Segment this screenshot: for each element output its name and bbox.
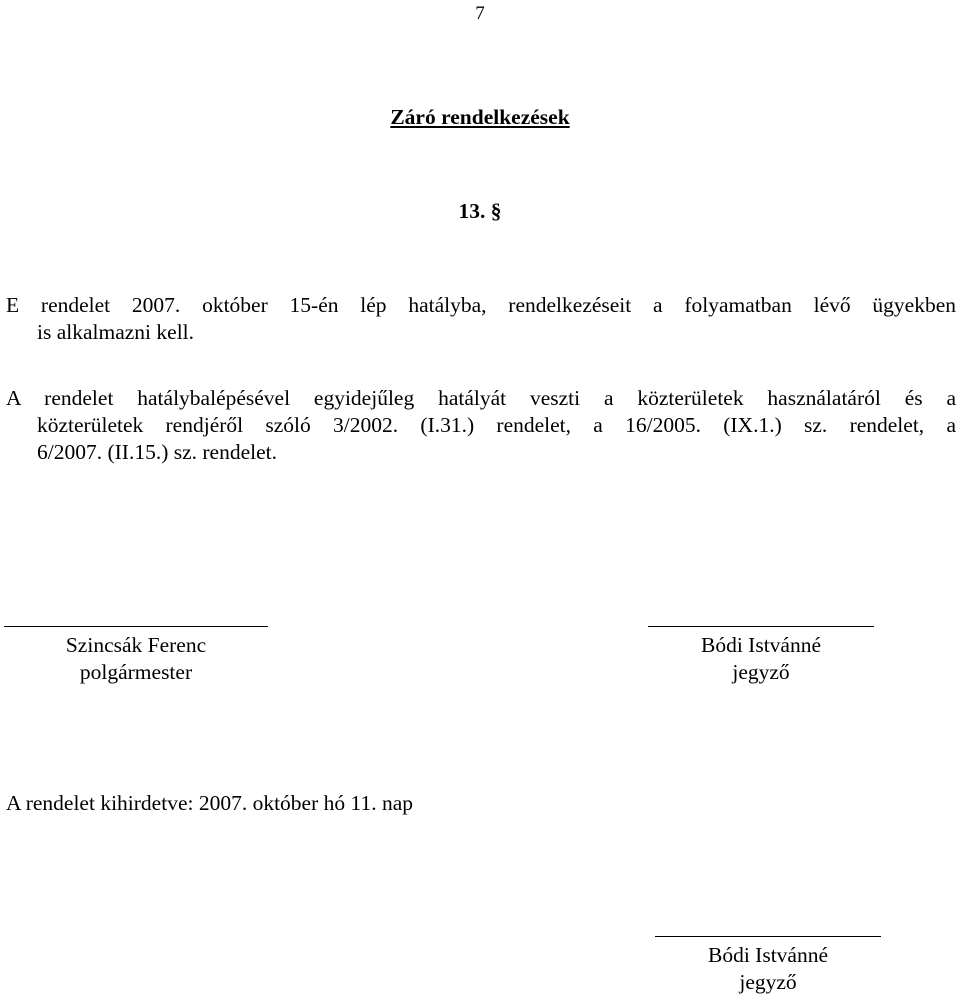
signature-line bbox=[648, 604, 874, 627]
section-number: 13. § bbox=[458, 199, 502, 223]
signature-block-notary bbox=[648, 604, 874, 686]
signature-line bbox=[4, 604, 268, 627]
section-title: Záró rendelkezések bbox=[390, 105, 570, 129]
signatory-role: jegyző bbox=[739, 970, 797, 994]
paragraph-line: is alkalmazni kell. bbox=[37, 320, 195, 344]
paragraph-repeal bbox=[6, 385, 956, 466]
page-number: 7 bbox=[475, 3, 485, 24]
paragraph-line: A rendelet hatálybalépésével egyidejűleg hatályát veszti a közterületek használatáról és a bbox=[6, 386, 956, 410]
paragraph-effective-date bbox=[6, 292, 956, 346]
signature-block-mayor bbox=[4, 604, 268, 686]
paragraph-line: E rendelet 2007. október 15-én lép hatályba, rendelkezéseit a folyamatban lévő ügyekben bbox=[6, 293, 956, 317]
signatory-name: Szincsák Ferenc bbox=[65, 633, 207, 657]
signature-block-final bbox=[655, 914, 881, 996]
paragraph-line: 6/2007. (II.15.) sz. rendelet. bbox=[37, 440, 278, 464]
signatory-name: Bódi Istvánné bbox=[707, 943, 829, 967]
signatory-name: Bódi Istvánné bbox=[700, 633, 822, 657]
paragraph-line: közterületek rendjéről szóló 3/2002. (I.31.) rendelet, a 16/2005. (IX.1.) sz. rendelet, a bbox=[37, 413, 956, 437]
signatory-role: polgármester bbox=[79, 660, 193, 684]
signatory-role: jegyző bbox=[732, 660, 790, 684]
signature-line bbox=[655, 914, 881, 937]
announcement-date: A rendelet kihirdetve: 2007. október hó 11. nap bbox=[6, 791, 414, 815]
